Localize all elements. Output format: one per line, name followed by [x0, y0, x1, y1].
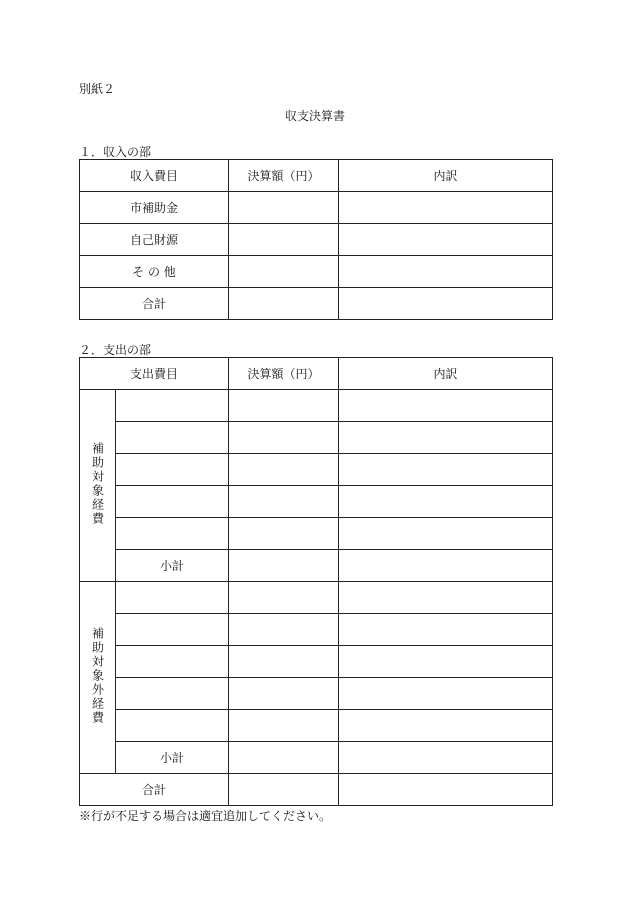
expense-amount-cell[interactable] — [229, 486, 339, 518]
expense-section-heading: ２．支出の部 — [79, 343, 152, 357]
non-subsidized-subtotal-amount-cell[interactable] — [229, 742, 339, 774]
expense-total-label: 合計 — [80, 774, 229, 806]
expense-table — [79, 357, 553, 806]
subsidized-subtotal-row — [80, 550, 553, 582]
expense-amount-cell[interactable] — [229, 390, 339, 422]
expense-item-cell[interactable] — [116, 518, 229, 550]
expense-row — [80, 646, 553, 678]
expense-row — [80, 486, 553, 518]
expense-amount-cell[interactable] — [229, 646, 339, 678]
expense-detail-cell[interactable] — [339, 582, 553, 614]
expense-detail-cell[interactable] — [339, 710, 553, 742]
expense-item-cell[interactable] — [116, 582, 229, 614]
income-total-row — [80, 288, 553, 320]
expense-amount-cell[interactable] — [229, 582, 339, 614]
income-total-amount-cell[interactable] — [229, 288, 339, 320]
income-row-label: 市補助金 — [80, 192, 229, 224]
expense-detail-cell[interactable] — [339, 614, 553, 646]
income-detail-cell[interactable] — [339, 192, 553, 224]
income-section-heading: １．収入の部 — [79, 145, 152, 159]
non-subsidized-subtotal-row — [80, 742, 553, 774]
income-item-header: 収入費目 — [80, 160, 229, 192]
expense-total-row — [80, 774, 553, 806]
expense-row — [80, 422, 553, 454]
income-table — [79, 159, 553, 320]
expense-row — [80, 390, 553, 422]
expense-amount-header: 決算額（円） — [229, 358, 339, 390]
income-amount-cell[interactable] — [229, 224, 339, 256]
expense-total-detail-cell[interactable] — [339, 774, 553, 806]
expense-amount-cell[interactable] — [229, 710, 339, 742]
footnote: ※行が不足する場合は適宜追加してください。 — [79, 809, 332, 823]
income-amount-cell[interactable] — [229, 192, 339, 224]
expense-amount-cell[interactable] — [229, 422, 339, 454]
expense-item-cell[interactable] — [116, 422, 229, 454]
expense-item-cell[interactable] — [116, 646, 229, 678]
non-subsidized-subtotal-label: 小計 — [116, 742, 229, 774]
expense-detail-cell[interactable] — [339, 518, 553, 550]
expense-detail-header: 内訳 — [339, 358, 553, 390]
non-subsidized-group-label: 補助対象外経費 — [90, 627, 105, 725]
subsidized-subtotal-detail-cell[interactable] — [339, 550, 553, 582]
income-header-row — [80, 160, 553, 192]
subsidized-subtotal-label: 小計 — [116, 550, 229, 582]
expense-amount-cell[interactable] — [229, 454, 339, 486]
expense-total-amount-cell[interactable] — [229, 774, 339, 806]
expense-detail-cell[interactable] — [339, 678, 553, 710]
expense-row — [80, 518, 553, 550]
expense-detail-cell[interactable] — [339, 454, 553, 486]
expense-amount-cell[interactable] — [229, 614, 339, 646]
income-detail-cell[interactable] — [339, 256, 553, 288]
annex-label: 別紙２ — [79, 82, 116, 96]
expense-item-cell[interactable] — [116, 678, 229, 710]
income-row-label: そ の 他 — [80, 256, 229, 288]
expense-row — [80, 678, 553, 710]
expense-detail-cell[interactable] — [339, 422, 553, 454]
expense-row — [80, 582, 553, 614]
expense-row — [80, 454, 553, 486]
subsidized-group-label: 補助対象経費 — [90, 442, 105, 526]
income-amount-header: 決算額（円） — [229, 160, 339, 192]
expense-amount-cell[interactable] — [229, 678, 339, 710]
income-detail-header: 内訳 — [339, 160, 553, 192]
income-row — [80, 256, 553, 288]
expense-item-cell[interactable] — [116, 390, 229, 422]
income-row — [80, 192, 553, 224]
expense-header-row — [80, 358, 553, 390]
income-total-detail-cell[interactable] — [339, 288, 553, 320]
non-subsidized-group-cell — [80, 582, 116, 774]
income-row — [80, 224, 553, 256]
income-amount-cell[interactable] — [229, 256, 339, 288]
expense-item-cell[interactable] — [116, 614, 229, 646]
non-subsidized-subtotal-detail-cell[interactable] — [339, 742, 553, 774]
expense-item-cell[interactable] — [116, 710, 229, 742]
expense-item-header: 支出費目 — [80, 358, 229, 390]
expense-amount-cell[interactable] — [229, 518, 339, 550]
expense-item-cell[interactable] — [116, 454, 229, 486]
expense-detail-cell[interactable] — [339, 390, 553, 422]
expense-item-cell[interactable] — [116, 486, 229, 518]
document-title: 収支決算書 — [284, 109, 345, 123]
subsidized-group-cell — [80, 390, 116, 582]
subsidized-subtotal-amount-cell[interactable] — [229, 550, 339, 582]
expense-row — [80, 710, 553, 742]
expense-detail-cell[interactable] — [339, 646, 553, 678]
expense-detail-cell[interactable] — [339, 486, 553, 518]
expense-row — [80, 614, 553, 646]
income-detail-cell[interactable] — [339, 224, 553, 256]
income-total-label: 合計 — [80, 288, 229, 320]
income-row-label: 自己財源 — [80, 224, 229, 256]
